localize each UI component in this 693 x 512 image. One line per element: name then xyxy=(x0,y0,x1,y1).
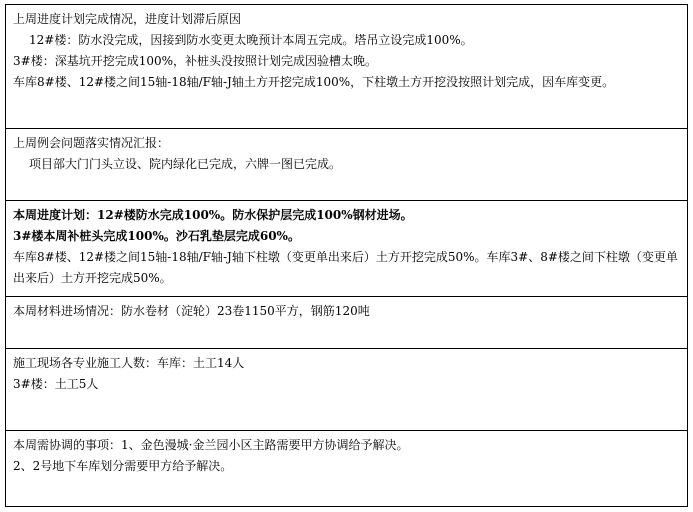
coordination-section xyxy=(5,430,688,507)
materials-text: 本周材料进场情况：防水卷材（淀轮）23卷1150平方，钢筋120吨 xyxy=(13,304,370,318)
last-week-progress-section xyxy=(5,4,688,129)
garage-status: 车库8#楼、12#楼之间15轴-18轴/F轴-J轴土方开挖完成100%，下柱墩土方开挖没按照计划完成，因车库变更。 xyxy=(13,75,615,89)
coordination-item-2: 2、2号地下车库划分需要甲方给予解决。 xyxy=(13,459,233,473)
building-3-workforce: 3#楼：土工5人 xyxy=(13,377,99,391)
coordination-item-1: 本周需协调的事项：1、金色漫城·金兰园小区主路需要甲方协调给予解决。 xyxy=(13,438,409,452)
building-3-plan: 3#楼本周补桩头完成100%。沙石乳垫层完成60%。 xyxy=(13,229,300,243)
meeting-issues-section xyxy=(5,128,688,201)
section-heading: 上周进度计划完成情况，进度计划滞后原因 xyxy=(13,12,242,26)
building-12-plan: 本周进度计划：12#楼防水完成100%。防水保护层完成100%钢材进场。 xyxy=(13,208,413,222)
garage-plan: 车库8#楼、12#楼之间15轴-18轴/F轴-J轴下柱墩（变更单出来后）土方开挖完成50%。车库3#、8#楼之间下柱墩（变更单出来后）土方开挖完成50%。 xyxy=(13,250,678,285)
meeting-issue-item: 项目部大门门头立设、院内绿化已完成，六牌一图已完成。 xyxy=(29,157,342,171)
building-12-status: 12#楼：防水没完成，因接到防水变更太晚预计本周五完成。塔吊立设完成100%。 xyxy=(29,33,473,47)
garage-workforce: 施工现场各专业施工人数：车库：土工14人 xyxy=(13,356,245,370)
materials-section xyxy=(5,296,688,349)
workforce-section xyxy=(5,348,688,431)
this-week-plan-section xyxy=(5,200,688,297)
section-heading: 上周例会问题落实情况汇报： xyxy=(13,136,170,150)
building-3-status: 3#楼：深基坑开挖完成100%，补桩头没按照计划完成因验槽太晚。 xyxy=(13,54,377,68)
